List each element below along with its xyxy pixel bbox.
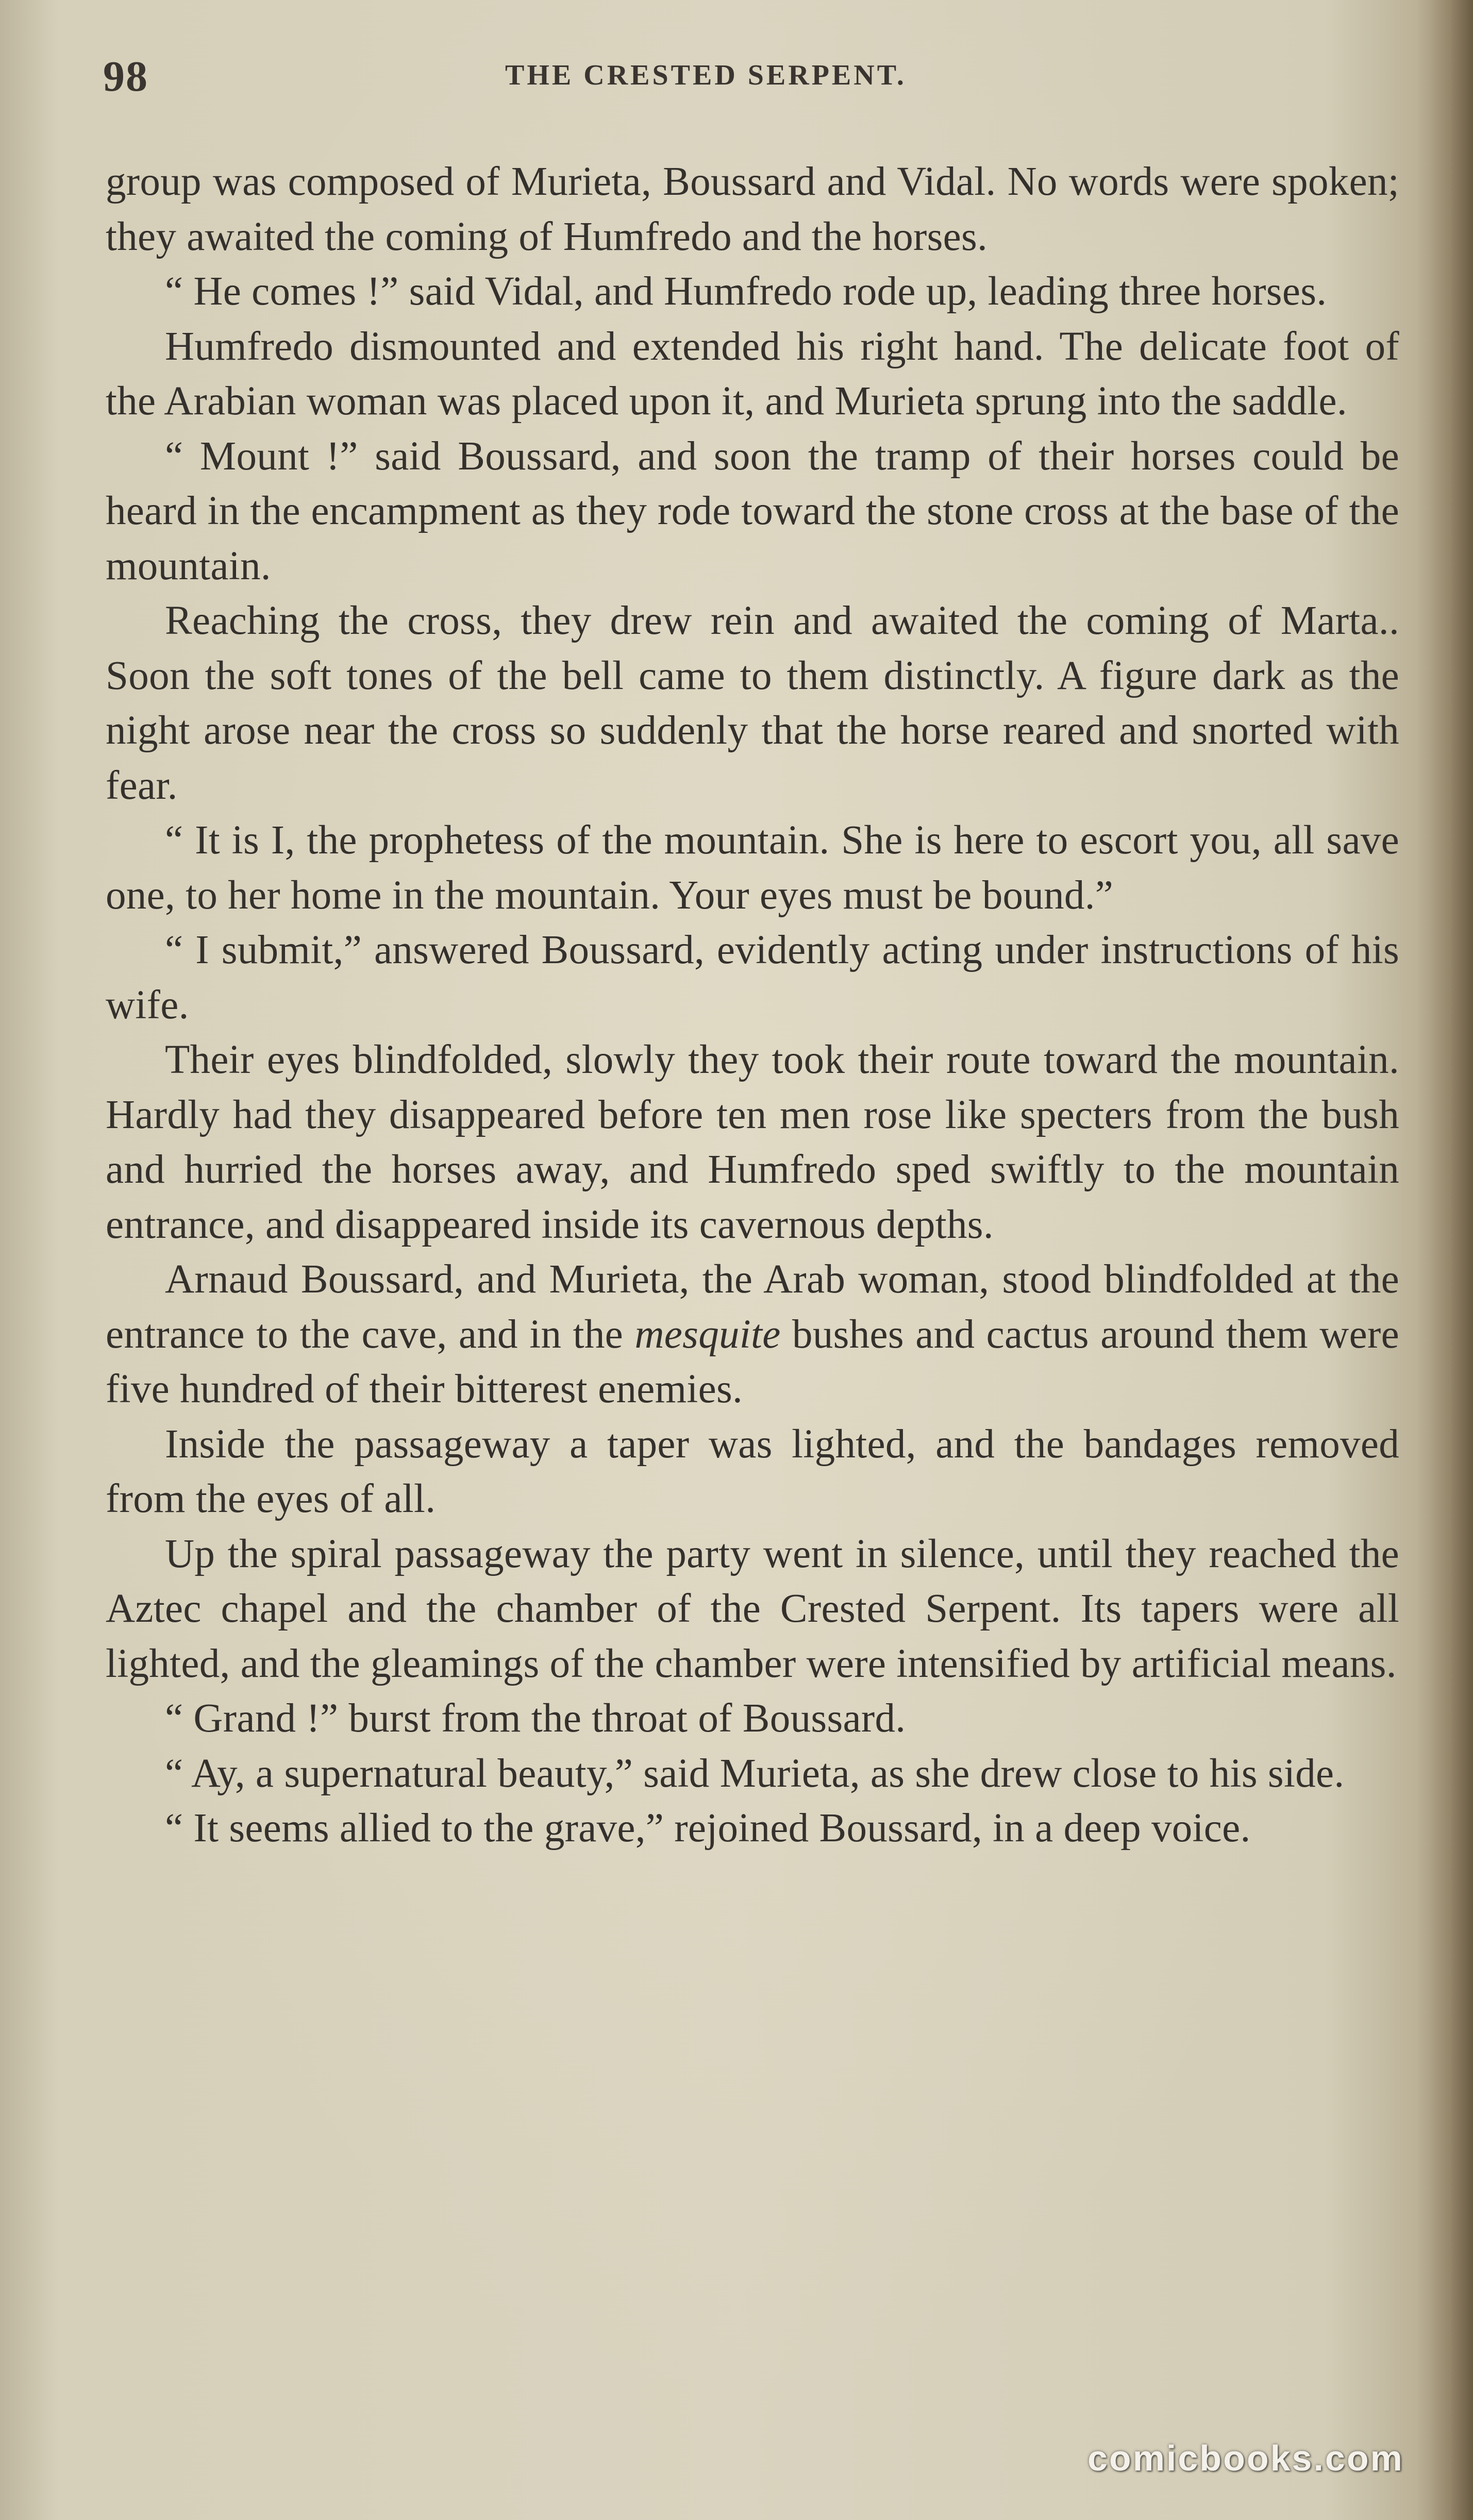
paragraph-13: “ Ay, a supernatural beauty,” said Murieta, as she drew close to his side.	[165, 1751, 1345, 1796]
paragraph-6: “ It is I, the prophetess of the mountain. She is here to escort you, all save one, to her home in the mountain. Your eyes must be bound.”	[106, 818, 1399, 918]
paragraph-5: Reaching the cross, they drew rein and awaited the coming of Marta.. Soon the soft tones of the bell came to them distinctly. A figure dark as the night arose near the cross so suddenly that the horse reared and snorted with fear.	[106, 598, 1399, 808]
page-edge-shadow	[1416, 0, 1473, 2520]
paragraph-14: “ It seems allied to the grave,” rejoined Boussard, in a deep voice.	[165, 1806, 1251, 1851]
italic-word-mesquite: mesquite	[634, 1312, 781, 1357]
paragraph-1: group was composed of Murieta, Boussard and Vidal. No words were spoken; they awaited the coming of Humfredo and the horses.	[106, 159, 1399, 259]
page-number: 98	[103, 53, 148, 100]
paragraph-7: “ I submit,” answered Boussard, evidently acting under instructions of his wife.	[106, 928, 1399, 1028]
watermark: comicbooks.com	[1087, 2438, 1404, 2478]
paragraph-9	[106, 1252, 1399, 1417]
paragraph-8: Their eyes blindfolded, slowly they took their route toward the mountain. Hardly had they disappeared before ten men rose like specters from the bush and hurried the horses away, and Humfredo sped swiftly to the mountain entrance, and disappeared inside its cavernous depths.	[106, 1037, 1399, 1247]
paragraph-9-after: bushes and cactus around them were five hundred of their bitterest enemies.	[106, 1312, 1399, 1412]
paragraph-4: “ Mount !” said Boussard, and soon the tramp of their horses could be heard in the encampment as they rode toward the stone cross at the base of the mountain.	[106, 433, 1399, 589]
page-header	[103, 52, 1412, 108]
running-head: THE CRESTED SERPENT.	[505, 59, 907, 91]
body-text	[106, 155, 1399, 1856]
paragraph-10: Inside the passageway a taper was lighted, and the bandages removed from the eyes of all.	[106, 1421, 1399, 1521]
paragraph-3: Humfredo dismounted and extended his right hand. The delicate foot of the Arabian woman was placed upon it, and Murieta sprung into the saddle.	[106, 324, 1399, 424]
paragraph-2: “ He comes !” said Vidal, and Humfredo rode up, leading three horses.	[165, 269, 1327, 314]
paragraph-11: Up the spiral passageway the party went in silence, until they reached the Aztec chapel and the chamber of the Crested Serpent. Its tapers were all lighted, and the gleamings of the chamber were intensified by artificial means.	[106, 1531, 1399, 1686]
paragraph-12: “ Grand !” burst from the throat of Boussard.	[165, 1696, 906, 1741]
paragraph-9-before: Arnaud Boussard, and Murieta, the Arab woman, stood blindfolded at the entrance to the cave, and in the	[106, 1257, 1399, 1357]
